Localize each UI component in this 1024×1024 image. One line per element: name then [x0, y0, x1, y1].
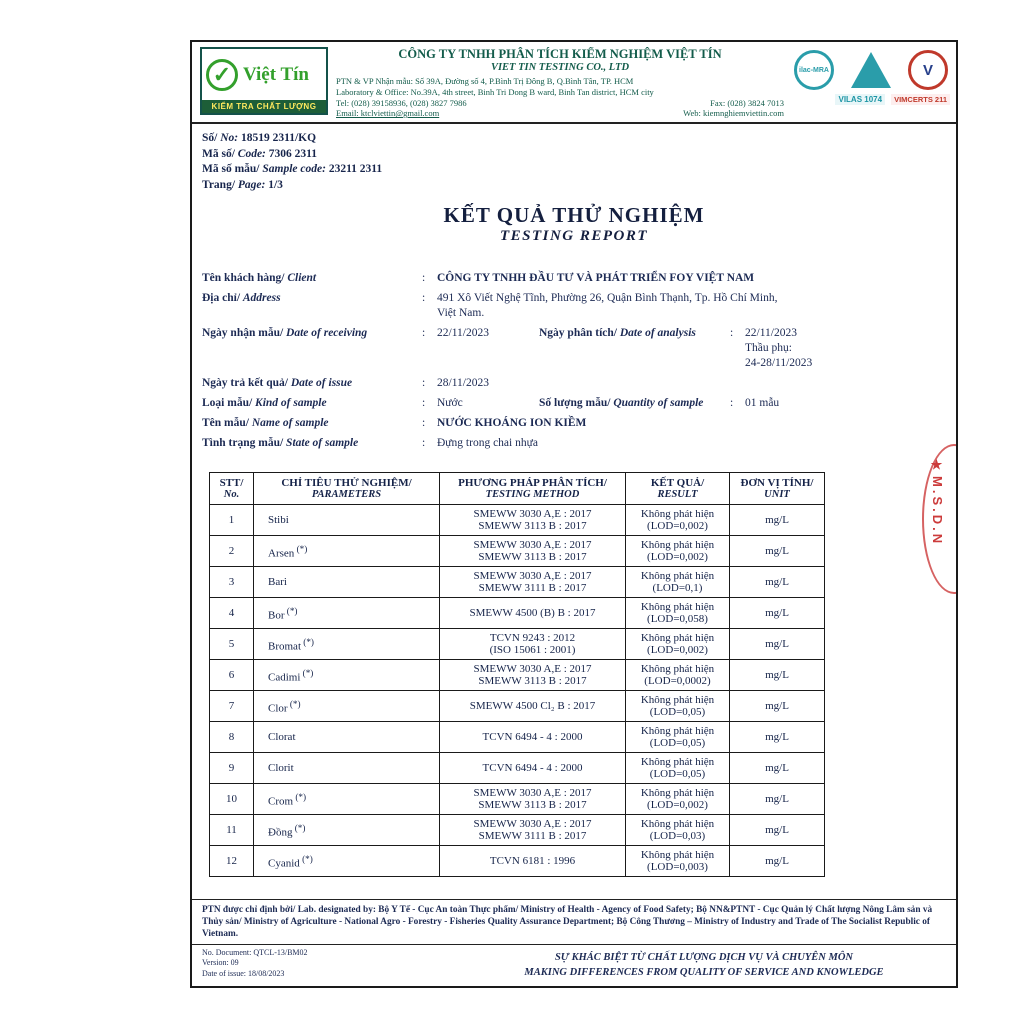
sample-name-label: Tên mẫu/ Name of sample — [202, 416, 329, 429]
company-tel: Tel: (028) 39158936, (028) 3827 7986 — [336, 97, 467, 108]
cell-method: TCVN 6494 - 4 : 2000 — [440, 753, 626, 784]
logo-tagline: KIỂM TRA CHẤT LƯỢNG — [202, 100, 326, 113]
cell-parameter: Arsen (*) — [254, 536, 440, 567]
analysis-label: Ngày phân tích/ Date of analysis — [539, 326, 696, 339]
colon: : — [730, 396, 734, 409]
cell-method: SMEWW 3030 A,E : 2017 SMEWW 3113 B : 2017 — [440, 660, 626, 691]
cell-parameter: Bari — [254, 567, 440, 598]
cell-unit: mg/L — [730, 846, 825, 877]
cell-method: SMEWW 3030 A,E : 2017 SMEWW 3111 B : 2017 — [440, 567, 626, 598]
quantity-label: Số lượng mẫu/ Quantity of sample — [539, 396, 704, 409]
sample-state-value: Đựng trong chai nhựa — [437, 436, 538, 449]
issue-date-row — [202, 376, 944, 391]
dates-row — [202, 326, 944, 371]
result-row — [210, 598, 825, 629]
client-name-row — [202, 271, 944, 286]
issue-date-value: 28/11/2023 — [437, 376, 489, 389]
result-row — [210, 691, 825, 722]
company-fax: Fax: (028) 3824 7013 — [710, 97, 784, 108]
company-name-vi: CÔNG TY TNHH PHÂN TÍCH KIỂM NGHIỆM VIỆT TÍN — [398, 47, 722, 61]
results-table — [209, 472, 825, 877]
client-name-label: Tên khách hàng/ Client — [202, 272, 317, 285]
cell-result: Không phát hiện (LOD=0,002) — [626, 536, 730, 567]
colon: : — [422, 376, 426, 389]
cell-unit: mg/L — [730, 505, 825, 536]
cell-unit: mg/L — [730, 815, 825, 846]
document-meta — [202, 948, 462, 980]
result-row — [210, 660, 825, 691]
result-row — [210, 505, 825, 536]
receiving-value: 22/11/2023 — [437, 326, 489, 339]
result-row — [210, 629, 825, 660]
cell-result: Không phát hiện (LOD=0,003) — [626, 846, 730, 877]
cell-method: TCVN 6494 - 4 : 2000 — [440, 722, 626, 753]
subcontract-label: Thầu phụ: — [745, 341, 792, 354]
cell-result: Không phát hiện (LOD=0,002) — [626, 629, 730, 660]
cell-parameter: Cadimi (*) — [254, 660, 440, 691]
company-motto — [462, 948, 946, 980]
address-row — [202, 291, 944, 321]
cell-parameter: Crom (*) — [254, 784, 440, 815]
cell-method: SMEWW 4500 (B) B : 2017 — [440, 598, 626, 629]
logo-name: Việt Tín — [243, 63, 309, 85]
vimcerts-logo-icon: V — [908, 50, 948, 90]
colon: : — [730, 326, 734, 339]
quantity-value: 01 mẫu — [745, 396, 780, 409]
lab-designation-text: PTN được chỉ định bởi/ Lab. designated by: Bộ Y Tế - Cục An toàn Thực phẩm/ Ministry of Health - Agency of Food Safety; Bộ NN&PTNT - Cục Quản lý Chất lượng Nông Lâm sản và Thủy sản/ Ministry of Agriculture - National Agro - Forestry - Fisheries Quality Assurance Department; Bộ Công Thương – Ministry of Industry and Trade of The Socialist Republic of Vietnam. — [192, 899, 956, 944]
cell-method: SMEWW 3030 A,E : 2017 SMEWW 3111 B : 2017 — [440, 815, 626, 846]
footer-date-issue: Date of issue: 18/08/2023 — [202, 969, 285, 979]
footer-doc-no: No. Document: QTCL-13/BM02 — [202, 947, 308, 957]
cell-result: Không phát hiện (LOD=0,1) — [626, 567, 730, 598]
cell-stt: 4 — [210, 598, 254, 629]
issue-date-label: Ngày trả kết quả/ Date of issue — [202, 376, 353, 389]
kind-value: Nước — [437, 396, 463, 409]
client-sample-info — [192, 271, 956, 450]
cell-method: SMEWW 4500 Cl₂ B : 2017 — [440, 691, 626, 722]
page-number-line: Trang/ Page: 1/3 — [202, 178, 283, 191]
subcontract-value: 24-28/11/2023 — [745, 356, 813, 369]
cell-stt: 3 — [210, 567, 254, 598]
cell-parameter: Cyanid (*) — [254, 846, 440, 877]
kind-label: Loại mẫu/ Kind of sample — [202, 396, 327, 409]
colon: : — [422, 272, 426, 285]
result-row — [210, 846, 825, 877]
cell-unit: mg/L — [730, 567, 825, 598]
result-row — [210, 567, 825, 598]
cell-result: Không phát hiện (LOD=0,05) — [626, 691, 730, 722]
result-row — [210, 722, 825, 753]
cell-stt: 6 — [210, 660, 254, 691]
company-web: Web: kiemnghiemviettin.com — [683, 108, 784, 119]
accreditation-badges — [792, 47, 950, 119]
col-header-method: PHƯƠNG PHÁP PHÂN TÍCH/ TESTING METHOD — [440, 473, 626, 505]
results-table-header-row — [210, 473, 825, 505]
cell-stt: 5 — [210, 629, 254, 660]
cell-unit: mg/L — [730, 753, 825, 784]
cell-stt: 12 — [210, 846, 254, 877]
cell-method: SMEWW 3030 A,E : 2017 SMEWW 3113 B : 2017 — [440, 505, 626, 536]
cell-unit: mg/L — [730, 629, 825, 660]
letterhead — [192, 42, 956, 124]
cell-unit: mg/L — [730, 536, 825, 567]
company-address-vi: PTN & VP Nhận mẫu: Số 39A, Đường số 4, P.Bình Trị Đông B, Q.Bình Tân, TP. HCM — [336, 76, 634, 87]
company-name-en: VIET TIN TESTING CO., LTD — [490, 62, 630, 74]
document-sheet — [190, 40, 958, 988]
cell-result: Không phát hiện (LOD=0,002) — [626, 505, 730, 536]
viet-tin-logo — [200, 47, 328, 115]
red-stamp-icon — [922, 444, 958, 594]
sample-name-value: NƯỚC KHOÁNG ION KIỀM — [437, 416, 587, 429]
doc-number-line: Số/ No: 18519 2311/KQ — [202, 132, 317, 144]
cell-parameter: Stibi — [254, 505, 440, 536]
cell-unit: mg/L — [730, 660, 825, 691]
colon: : — [422, 326, 426, 339]
address-label: Địa chỉ/ Address — [202, 292, 281, 304]
client-name-value: CÔNG TY TNHH ĐẦU TƯ VÀ PHÁT TRIỂN FOY VIỆT NAM — [437, 272, 755, 285]
cell-result: Không phát hiện (LOD=0,05) — [626, 753, 730, 784]
col-header-result: KẾT QUẢ/ RESULT — [626, 473, 730, 505]
document-numbers — [192, 124, 956, 193]
motto-en: MAKING DIFFERENCES FROM QUALITY OF SERVICE AND KNOWLEDGE — [524, 966, 884, 978]
col-header-parameters: CHỈ TIÊU THỬ NGHIỆM/ PARAMETERS — [254, 473, 440, 505]
cell-unit: mg/L — [730, 722, 825, 753]
sample-state-row — [202, 436, 944, 451]
cell-result: Không phát hiện (LOD=0,058) — [626, 598, 730, 629]
cell-parameter: Bor (*) — [254, 598, 440, 629]
analysis-value: 22/11/2023 — [745, 326, 797, 339]
cell-stt: 10 — [210, 784, 254, 815]
cell-method: SMEWW 3030 A,E : 2017 SMEWW 3113 B : 2017 — [440, 784, 626, 815]
cell-parameter: Clorat — [254, 722, 440, 753]
cell-unit: mg/L — [730, 784, 825, 815]
cell-result: Không phát hiện (LOD=0,03) — [626, 815, 730, 846]
vilas-triangle-logo-icon — [851, 52, 891, 88]
col-header-unit: ĐƠN VỊ TÍNH/ UNIT — [730, 473, 825, 505]
cell-parameter: Bromat (*) — [254, 629, 440, 660]
cell-parameter: Clorit — [254, 753, 440, 784]
result-row — [210, 815, 825, 846]
report-title-en: TESTING REPORT — [499, 228, 649, 245]
cell-stt: 2 — [210, 536, 254, 567]
cell-method: TCVN 9243 : 2012 (ISO 15061 : 2001) — [440, 629, 626, 660]
ilac-mra-logo-icon: ilac-MRA — [794, 50, 834, 90]
footer-version: Version: 09 — [202, 958, 239, 968]
company-info — [336, 47, 784, 119]
analysis-value-block — [745, 326, 944, 371]
result-row — [210, 753, 825, 784]
cell-parameter: Clor (*) — [254, 691, 440, 722]
colon: : — [422, 396, 426, 409]
cell-unit: mg/L — [730, 691, 825, 722]
cell-result: Không phát hiện (LOD=0,0002) — [626, 660, 730, 691]
vimcerts-label: VIMCERTS 211 — [891, 94, 950, 105]
kind-quantity-row — [202, 396, 944, 411]
cell-stt: 9 — [210, 753, 254, 784]
colon: : — [422, 436, 426, 449]
results-table-body — [210, 505, 825, 877]
stamp-text: ★M.S.D.N — [930, 458, 945, 547]
vilas-label: VILAS 1074 — [835, 94, 885, 105]
col-header-stt: STT/ No. — [210, 473, 254, 505]
cell-stt: 8 — [210, 722, 254, 753]
colon: : — [422, 416, 426, 429]
cell-stt: 7 — [210, 691, 254, 722]
cell-method: TCVN 6181 : 1996 — [440, 846, 626, 877]
cell-stt: 1 — [210, 505, 254, 536]
cell-method: SMEWW 3030 A,E : 2017 SMEWW 3113 B : 2017 — [440, 536, 626, 567]
result-row — [210, 536, 825, 567]
sample-code-line: Mã số mẫu/ Sample code: 23211 2311 — [202, 163, 383, 176]
cell-result: Không phát hiện (LOD=0,002) — [626, 784, 730, 815]
address-value: 491 Xô Viết Nghệ Tĩnh, Phường 26, Quận Bình Thạnh, Tp. Hồ Chí Minh, Việt Nam. — [437, 292, 778, 319]
doc-code-line: Mã số/ Code: 7306 2311 — [202, 147, 318, 160]
report-title-vi: KẾT QUẢ THỬ NGHIỆM — [443, 203, 705, 228]
report-title — [192, 203, 956, 245]
cell-result: Không phát hiện (LOD=0,05) — [626, 722, 730, 753]
sample-state-label: Tình trạng mẫu/ State of sample — [202, 436, 359, 449]
colon: : — [422, 292, 426, 304]
result-row — [210, 784, 825, 815]
checkmark-icon: ✓ — [206, 59, 238, 91]
footer-bottom — [192, 944, 956, 986]
cell-stt: 11 — [210, 815, 254, 846]
logo-top — [202, 49, 326, 100]
receiving-label: Ngày nhận mẫu/ Date of receiving — [202, 326, 368, 339]
sample-name-row — [202, 416, 944, 431]
motto-vi: SỰ KHÁC BIỆT TỪ CHẤT LƯỢNG DỊCH VỤ VÀ CHUYÊN MÔN — [554, 951, 854, 963]
company-email: Email: ktclviettin@gmail.com — [336, 108, 440, 119]
company-address-en: Laboratory & Office: No.39A, 4th street, Binh Tri Dong B ward, Binh Tan district, HCM city — [336, 87, 654, 98]
cell-unit: mg/L — [730, 598, 825, 629]
cell-parameter: Đồng (*) — [254, 815, 440, 846]
footer — [192, 899, 956, 986]
